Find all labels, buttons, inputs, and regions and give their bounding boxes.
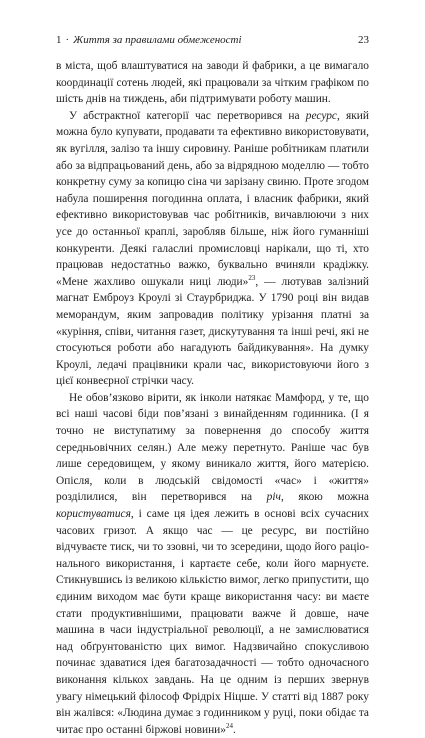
paragraph — [56, 390, 369, 738]
text-run: У абстрактної категорії час перетворився на — [69, 109, 306, 122]
chapter-title: Життя за правилами обмеженості — [73, 34, 242, 46]
italic-term: користуватися — [56, 508, 131, 521]
footnote-ref: 23 — [248, 273, 256, 282]
paragraph — [56, 108, 369, 390]
text-run: Не обов’язково вірити, як інколи натякає Мамфорд, у те, що всі наші часові біди пов’язані з винайденням годинника. (І я точно не виступатиму за повернення до способу життя середньовічних селян.) Але межу перетнуто. Раніше час був лише середовищем, у якому виникало життя, його матерією. Опісля, коли в людській свідомості «час» і «життя» розділилися, він перетворився на — [56, 391, 369, 504]
footnote-ref: 24 — [225, 721, 233, 730]
text-run: . — [232, 723, 236, 736]
page-number: 23 — [358, 34, 369, 46]
text-run: , і саме ця ідея лежить в основі всіх сучасних часових гризот. А якщо час — це ресурс, ви постійно відчуваєте тиск, чи то ззовні, чи то зсередини, щодо його раціонального використання, і картаєте себе, коли його марнуєте. Стикнувшись із великою кількістю вимог, легко припустити, що єдиним виходом має бути краще використання часу: ви маєте стати продуктивнішими, працювати важче й довше, наче машина в часи індустріальної революції, а не замислюватися над обґрунтованістю цих вимог. Надзвичайно спокусливою починає здаватися ідея багатозадачності — тобто одночасного виконання кількох завдань. На це одним із перших звернув увагу німецький філософ Фрідріх Ніцше. У статті від 1887 року він жалівся: «Людина думає з годинником у руці, поки обідає та читає про останні біржові новини» — [56, 508, 369, 736]
text-run: в містa, щоб влаштуватися на заводи й фабрики, а це вимагало координації сотень людей, які працювали за чітким графіком по шість днів на тиждень, аби підтримувати роботу машин. — [56, 60, 369, 106]
running-header — [56, 34, 369, 46]
text-run: , якою можна — [280, 491, 369, 504]
text-run: , який можна було купувати, продавати та ефективно використовувати, як вугілля, залізо та іншу сировину. Раніше робітникам платили або за відпрацьований день, або за відрядною моделлю — тобто конкретну суму за копицю сіна чи зарізану свиню. Проте згодом набула поширення погодинна оплата, і власник фабрики, який ефективно використовував час робітників, вичавлюючи з них усе до останньої краплі, заробляв більше, ніж його гуманніші конкуренти. Деякі галаслиі промисловці нарікали, що ті, хто працював недостатньо важко, буквально вчиняли крадіжку. «Мене жахливо ошукали ниці люди» — [56, 109, 369, 288]
paragraph — [56, 58, 369, 108]
chapter-number: 1 — [56, 34, 62, 46]
body-text — [56, 58, 369, 738]
italic-term: ресурс — [305, 109, 337, 122]
header-separator: · — [65, 34, 70, 46]
italic-term: річ — [266, 491, 281, 504]
chapter-heading — [56, 34, 242, 46]
text-run: , — лютував залізний магнат Емброуз Кроулі зі Стаурбриджа. У 1790 році він видав меморандум, яким запровадив політику урізання платні за «куріння, співи, читання газет, дискутування та інші речі, які не стосуються роботи або нагадують байдикування». На думку Кроулі, ледачі працівники крали час, використовуючи його з цієї конвеєрної стрічки часу. — [56, 275, 370, 388]
